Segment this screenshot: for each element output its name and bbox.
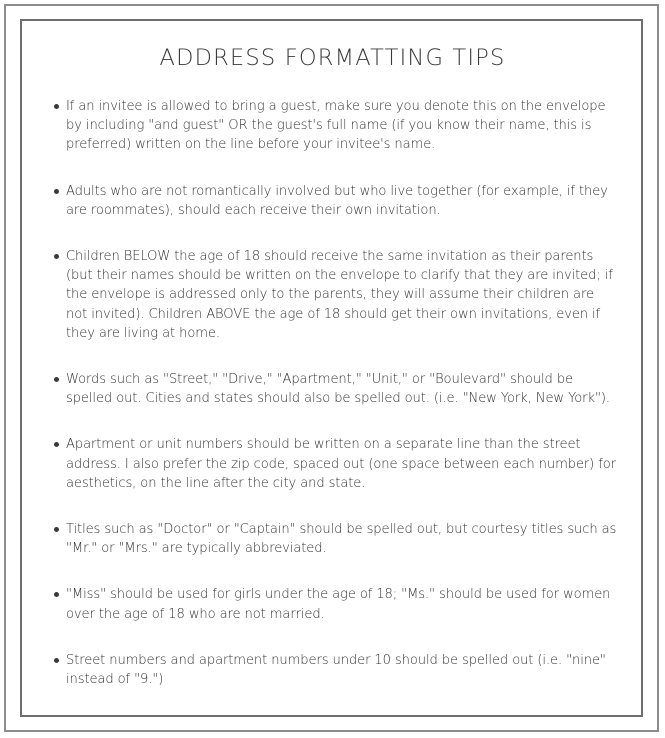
list-item bbox=[52, 520, 619, 558]
list-item bbox=[52, 585, 619, 623]
bullet-icon bbox=[54, 254, 59, 259]
tip-text: Children BELOW the age of 18 should receive the same invitation as their parents (but their names should be written on the envelope to clarify that they are invited; if the envelope is addressed only to the parents, they will assume their children are not invited). Children ABOVE the age of 18 should get their own invitations, even if they are living at home. bbox=[66, 249, 613, 341]
list-item bbox=[52, 97, 619, 155]
tip-text: Apartment or unit numbers should be written on a separate line than the street address. I also prefer the zip code, spaced out (one space between each number) for aesthetics, on the line after the city and state. bbox=[66, 437, 616, 491]
bullet-icon bbox=[54, 377, 59, 382]
bullet-icon bbox=[54, 527, 59, 532]
bullet-icon bbox=[54, 189, 59, 194]
bullet-icon bbox=[54, 442, 59, 447]
list-item bbox=[52, 182, 619, 220]
tip-text: Adults who are not romantically involved but who live together (for example, if they are roommates), should each receive their own invitation. bbox=[66, 183, 608, 218]
tip-text: If an invitee is allowed to bring a guest, make sure you denote this on the envelope by including "and guest" OR the guest's full name (if you know their name, this is preferred) written on the line before your invitee's name. bbox=[66, 99, 606, 153]
bullet-icon bbox=[54, 592, 59, 597]
bullet-icon bbox=[54, 658, 59, 663]
list-item bbox=[52, 651, 619, 689]
bullet-icon bbox=[54, 104, 59, 109]
tip-text: Words such as "Street," "Drive," "Apartment," "Unit," or "Boulevard" should be spelled out. Cities and states should also be spelled out. (i.e. "New York, New York"). bbox=[66, 372, 610, 407]
list-item bbox=[52, 247, 619, 343]
list-item bbox=[52, 435, 619, 493]
tip-text: Titles such as "Doctor" or "Captain" should be spelled out, but courtesy titles such as "Mr." or "Mrs." are typically abbreviated. bbox=[66, 522, 617, 557]
list-item bbox=[52, 370, 619, 408]
tip-text: Street numbers and apartment numbers under 10 should be spelled out (i.e. "nine" instead of "9.") bbox=[66, 652, 606, 688]
page-title: ADDRESS FORMATTING TIPS bbox=[159, 45, 506, 71]
tip-text: "Miss" should be used for girls under the age of 18; "Ms." should be used for women over the age of 18 who are not married. bbox=[66, 587, 611, 622]
tips-list bbox=[52, 97, 619, 689]
